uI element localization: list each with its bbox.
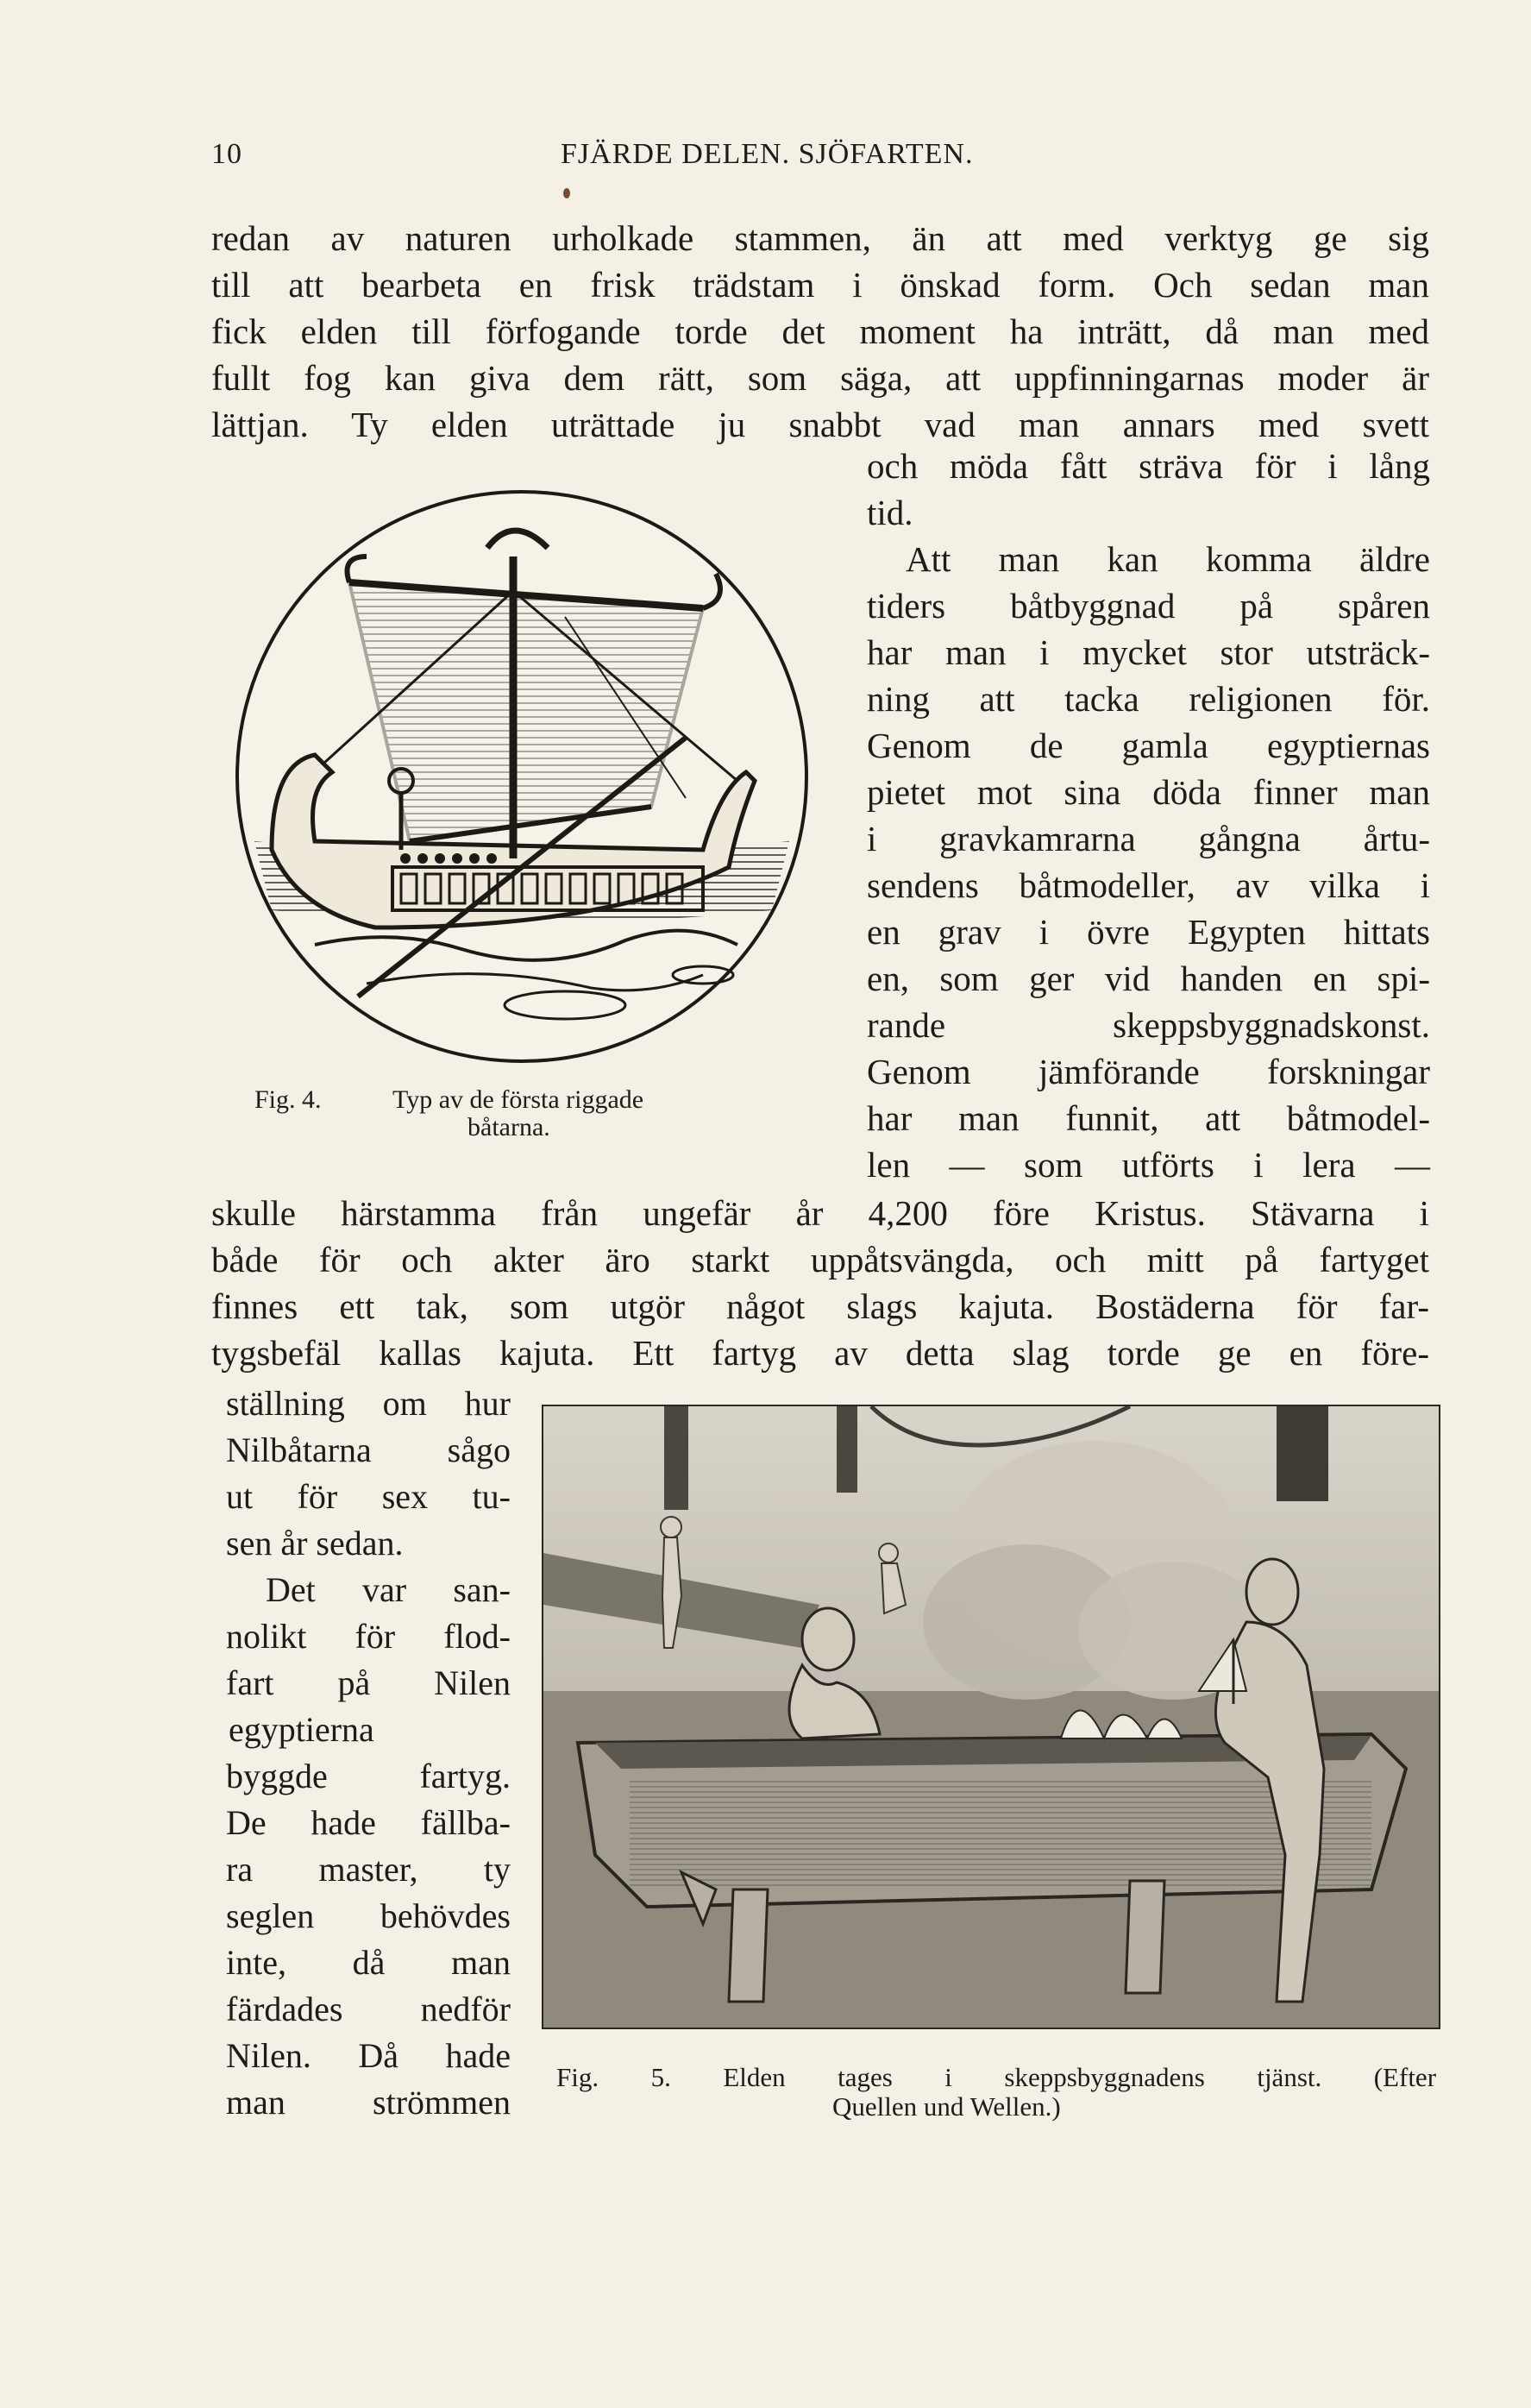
figure-4-label: Fig. 4. xyxy=(254,1085,322,1114)
body-line: redan av naturen urholkade stammen, än att med verktyg ge sig xyxy=(211,218,1429,258)
ship-medallion-illustration xyxy=(220,479,824,1083)
body-line: fullt fog kan giva dem rätt, som säga, att uppfinningarnas moder är xyxy=(211,358,1429,398)
body-line: finnes ett tak, som utgör något slags kajuta. Bostäderna för far- xyxy=(211,1286,1429,1326)
column-line: tid. xyxy=(867,493,913,532)
figure-5-caption-source: (Efter xyxy=(1373,2062,1437,2092)
column-line: har man i mycket stor utsträck- xyxy=(867,632,1430,672)
column-line: pietet mot sina döda finner man xyxy=(867,772,1430,812)
column-line: len — som utförts i lera — xyxy=(867,1145,1430,1185)
column-line: Genom de gamla egyptiernas xyxy=(867,726,1430,765)
column-line: och möda fått sträva för i lång xyxy=(867,446,1430,486)
running-title: FJÄRDE DELEN. SJÖFARTEN. xyxy=(561,138,974,170)
column-line: rande skeppsbyggnadskonst. xyxy=(867,1005,1430,1045)
body-line: fick elden till förfogande torde det moment ha inträtt, då man med xyxy=(211,311,1429,351)
figure-5-caption-text: Elden tages i skeppsbyggnadens tjänst. xyxy=(723,2062,1322,2092)
column-line: tiders båtbyggnad på spåren xyxy=(867,586,1430,626)
column-line: inte, då man xyxy=(226,1943,511,1982)
column-line: sendens båtmodeller, av vilka i xyxy=(867,865,1430,905)
column-line: seglen behövdes xyxy=(226,1896,511,1935)
column-line: ra master, ty xyxy=(226,1850,511,1889)
body-line: både för och akter äro starkt uppåtsvängda, och mitt på fartyget xyxy=(211,1240,1429,1279)
column-line: Nilen. Då hade xyxy=(226,2036,511,2075)
log-boat-fire-illustration xyxy=(542,1405,1440,2029)
column-line: De hade fällba- xyxy=(226,1803,511,1842)
body-line: tygsbefäl kallas kajuta. Ett fartyg av detta slag torde ge en före- xyxy=(211,1333,1429,1373)
column-line: färdades nedför xyxy=(226,1990,511,2028)
column-line: ning att tacka religionen för. xyxy=(867,679,1430,719)
column-line: sen år sedan. xyxy=(226,1524,404,1562)
column-line: egyptierna xyxy=(229,1710,374,1749)
column-line: en, som ger vid handen en spi- xyxy=(867,959,1430,998)
column-line: fart på Nilen xyxy=(226,1663,511,1702)
figure-4-caption-line: Typ av de första riggade xyxy=(392,1085,644,1114)
column-line: i gravkamrarna gångna årtu- xyxy=(867,819,1430,858)
figure-5-label: Fig. 5. xyxy=(556,2062,671,2092)
column-line: har man funnit, att båtmodel- xyxy=(867,1098,1430,1138)
column-line: en grav i övre Egypten hittats xyxy=(867,912,1430,952)
body-line: lättjan. Ty elden uträttade ju snabbt vad man annars med svett xyxy=(211,405,1429,444)
column-line: Nilbåtarna sågo xyxy=(226,1430,511,1469)
column-line: man strömmen xyxy=(226,2083,511,2122)
column-line: Att man kan komma äldre xyxy=(906,539,1430,579)
figure-5-caption-line: Quellen und Wellen.) xyxy=(832,2091,1061,2122)
column-line: Det var san- xyxy=(266,1570,511,1609)
body-line: skulle härstamma från ungefär år 4,200 före Kristus. Stävarna i xyxy=(211,1193,1429,1233)
page-number: 10 xyxy=(211,138,242,170)
figure-5-caption-line xyxy=(556,2062,1436,2093)
column-line: ut för sex tu- xyxy=(226,1477,511,1516)
page-header xyxy=(211,138,1427,181)
column-line: ställning om hur xyxy=(226,1384,511,1423)
column-line: Genom jämförande forskningar xyxy=(867,1052,1430,1091)
column-line: nolikt för flod- xyxy=(226,1617,511,1656)
ink-speck xyxy=(563,188,570,198)
body-line: till att bearbeta en frisk trädstam i önskad form. Och sedan man xyxy=(211,265,1429,305)
figure-4-caption-line: båtarna. xyxy=(467,1113,550,1141)
column-line: byggde fartyg. xyxy=(226,1757,511,1795)
